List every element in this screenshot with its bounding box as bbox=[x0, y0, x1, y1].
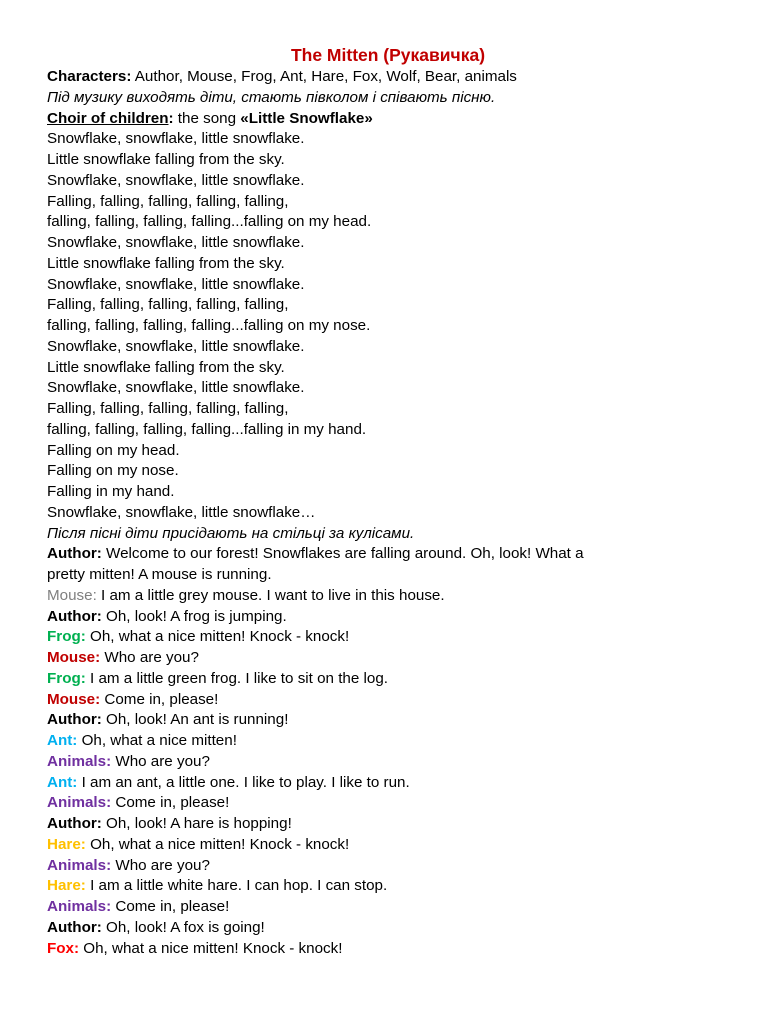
dialogue bbox=[47, 544, 737, 959]
dialogue-line bbox=[47, 918, 737, 939]
speaker-label: Hare: bbox=[47, 835, 86, 853]
speaker-label: Mouse: bbox=[47, 690, 101, 708]
dialogue-line bbox=[47, 607, 737, 628]
dialogue-line bbox=[47, 627, 737, 648]
song-line: falling, falling, falling, falling...falling in my hand. bbox=[47, 420, 367, 438]
song-line: Little snowflake falling from the sky. bbox=[47, 358, 285, 376]
speaker-text: Oh, look! A frog is jumping. bbox=[101, 607, 287, 625]
document-title: The Mitten (Рукавичка) bbox=[290, 45, 486, 65]
speaker-text: Oh, look! An ant is running! bbox=[101, 711, 289, 729]
dialogue-line bbox=[47, 814, 737, 835]
dialogue-line bbox=[47, 586, 737, 607]
speaker-text: I am an ant, a little one. I like to play. I like to run. bbox=[77, 773, 410, 791]
dialogue-line bbox=[47, 876, 737, 897]
song-line: Snowflake, snowflake, little snowflake. bbox=[47, 275, 305, 293]
speaker-label: Author: bbox=[47, 545, 102, 563]
speaker-text: Come in, please! bbox=[100, 690, 219, 708]
speaker-label: Ant: bbox=[47, 773, 78, 791]
dialogue-line bbox=[47, 835, 737, 856]
document-page bbox=[47, 44, 737, 959]
dialogue-line bbox=[47, 669, 737, 690]
speaker-text: Oh, what a nice mitten! bbox=[77, 732, 237, 749]
intro-stage-direction: Під музику виходять діти, стають півколом і співають пісню. bbox=[47, 88, 496, 106]
speaker-label: Author: bbox=[47, 918, 102, 936]
speaker-label: Animals: bbox=[47, 898, 112, 915]
song-line: Falling, falling, falling, falling, falling, bbox=[47, 192, 289, 210]
song-line: Snowflake, snowflake, little snowflake. bbox=[47, 379, 305, 397]
speaker-text: Oh, look! A hare is hopping! bbox=[101, 815, 292, 832]
speaker-label: Animals: bbox=[47, 794, 112, 812]
speaker-text: Who are you? bbox=[100, 649, 199, 666]
characters-list: Author, Mouse, Frog, Ant, Hare, Fox, Wolf, Bear, animals bbox=[131, 68, 517, 85]
speaker-text: Who are you? bbox=[111, 856, 210, 874]
dialogue-line bbox=[47, 773, 737, 794]
speaker-label: Frog: bbox=[47, 669, 86, 687]
dialogue-line bbox=[47, 939, 737, 960]
dialogue-line bbox=[47, 897, 737, 918]
speaker-text: Come in, please! bbox=[111, 794, 230, 812]
song-line: falling, falling, falling, falling...falling on my nose. bbox=[47, 317, 371, 334]
dialogue-line bbox=[47, 752, 737, 773]
choir-line bbox=[47, 109, 737, 130]
dialogue-line bbox=[47, 710, 737, 731]
speaker-text: I am a little green frog. I like to sit on the log. bbox=[85, 669, 389, 687]
speaker-label: Frog: bbox=[47, 628, 86, 646]
choir-label: Choir of children bbox=[47, 109, 169, 127]
speaker-text: Who are you? bbox=[111, 752, 210, 770]
choir-text: the song bbox=[173, 109, 241, 127]
dialogue-line bbox=[47, 544, 737, 586]
dialogue-line bbox=[47, 648, 737, 669]
speaker-text: Oh, look! A fox is going! bbox=[101, 918, 265, 936]
song-line: Falling in my hand. bbox=[47, 483, 175, 500]
speaker-label: Animals: bbox=[47, 752, 112, 770]
speaker-text: Welcome to our forest! Snowflakes are falling around. Oh, look! What a pretty mitten! A mouse is running. bbox=[47, 545, 584, 583]
speaker-label: Fox: bbox=[47, 939, 80, 957]
song-line: Little snowflake falling from the sky. bbox=[47, 254, 285, 272]
speaker-text: Oh, what a nice mitten! Knock - knock! bbox=[79, 939, 343, 957]
speaker-label: Ant: bbox=[47, 732, 78, 749]
speaker-text: I am a little white hare. I can hop. I can stop. bbox=[85, 877, 388, 895]
song-line: Little snowflake falling from the sky. bbox=[47, 151, 285, 168]
song-line: Snowflake, snowflake, little snowflake… bbox=[47, 503, 316, 521]
song-line: Falling, falling, falling, falling, falling, bbox=[47, 296, 289, 314]
song-line: Falling on my nose. bbox=[47, 462, 179, 480]
dialogue-line bbox=[47, 731, 737, 752]
song-line: Snowflake, snowflake, little snowflake. bbox=[47, 171, 305, 189]
speaker-text: Oh, what a nice mitten! Knock - knock! bbox=[85, 628, 350, 646]
speaker-label: Author: bbox=[47, 815, 102, 832]
song-lyrics bbox=[47, 129, 737, 523]
song-line: Falling, falling, falling, falling, falling, bbox=[47, 400, 289, 417]
song-line: Falling on my head. bbox=[47, 441, 180, 459]
song-line: Snowflake, snowflake, little snowflake. bbox=[47, 234, 305, 251]
after-song-stage-direction: Після пісні діти присідають на стільці за кулісами. bbox=[47, 524, 415, 542]
dialogue-line bbox=[47, 690, 737, 711]
song-title: «Little Snowflake» bbox=[240, 109, 373, 127]
dialogue-line bbox=[47, 793, 737, 814]
song-line: Snowflake, snowflake, little snowflake. bbox=[47, 130, 305, 148]
speaker-label: Author: bbox=[47, 711, 102, 729]
song-line: falling, falling, falling, falling...falling on my head. bbox=[47, 213, 372, 231]
speaker-text: Come in, please! bbox=[111, 898, 230, 915]
speaker-text: I am a little grey mouse. I want to live in this house. bbox=[96, 586, 445, 604]
speaker-label: Animals: bbox=[47, 856, 112, 874]
characters-line bbox=[47, 67, 737, 88]
dialogue-line bbox=[47, 856, 737, 877]
speaker-label: Mouse: bbox=[47, 586, 97, 604]
song-line: Snowflake, snowflake, little snowflake. bbox=[47, 337, 305, 355]
characters-label: Characters: bbox=[47, 68, 132, 85]
speaker-label: Mouse: bbox=[47, 649, 101, 666]
speaker-label: Hare: bbox=[47, 877, 86, 895]
choir-colon: : bbox=[168, 109, 174, 127]
speaker-label: Author: bbox=[47, 607, 102, 625]
speaker-text: Oh, what a nice mitten! Knock - knock! bbox=[85, 835, 350, 853]
